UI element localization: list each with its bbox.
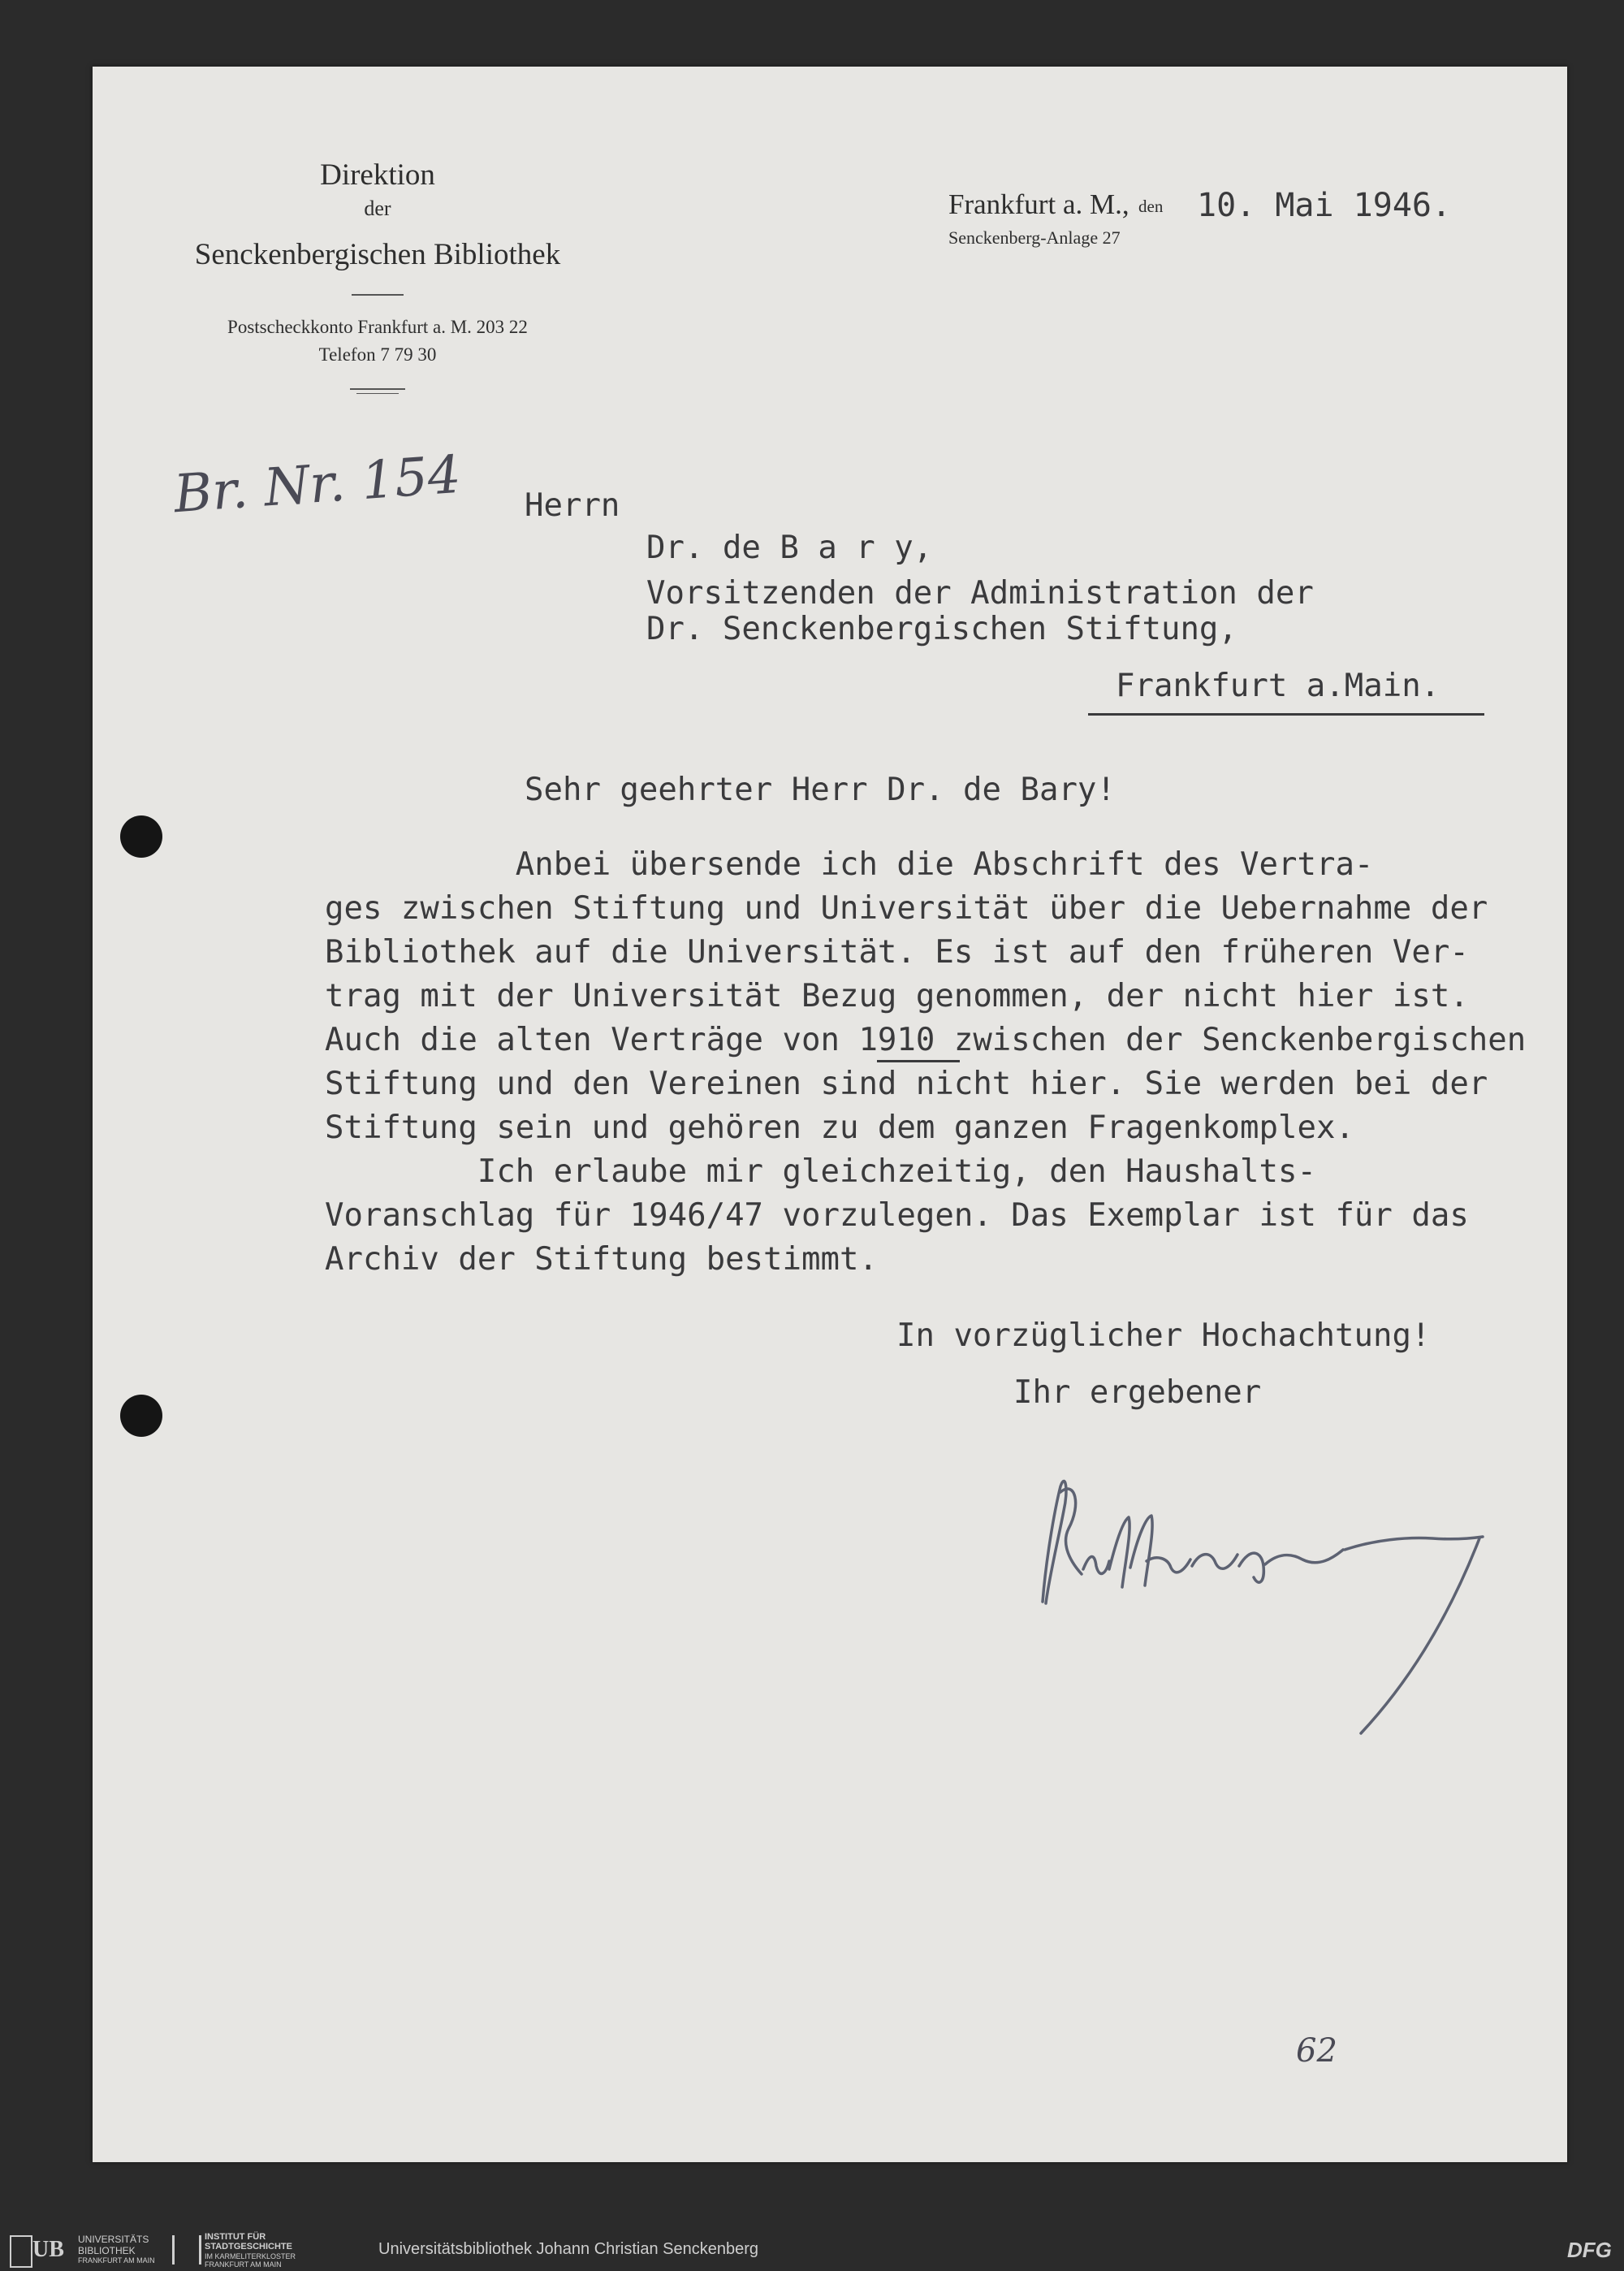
recipient-title-1: Vorsitzenden der Administration der: [646, 575, 1314, 612]
letterhead-direktion: Direktion: [320, 158, 435, 192]
body-line: Stiftung und den Vereinen sind nicht hier. Sie werden bei der: [325, 1066, 1488, 1102]
body-line: trag mit der Universität Bezug genommen, der nicht hier ist.: [325, 978, 1469, 1014]
footer-credit: Universitätsbibliothek Johann Christian Senckenberg: [378, 2240, 759, 2258]
punch-hole: [120, 815, 162, 858]
isg-logo-icon: [172, 2235, 201, 2265]
recipient-city: Frankfurt a.Main.: [1116, 668, 1440, 704]
letterhead-divider: [356, 393, 399, 394]
isg-text-4: FRANKFURT AM MAIN: [205, 2260, 282, 2269]
dfg-logo: DFG: [1567, 2238, 1612, 2262]
recipient-name: Dr. de B a r y,: [646, 530, 933, 566]
letterhead-divider: [352, 294, 404, 296]
body-line: Voranschlag für 1946/47 vorzulegen. Das Exemplar ist für das: [325, 1197, 1469, 1234]
letterhead-divider: [350, 388, 405, 390]
recipient-title-2: Dr. Senckenbergischen Stiftung,: [646, 611, 1237, 647]
body-line: Bibliothek auf die Universität. Es ist auf den früheren Ver-: [325, 934, 1469, 971]
letterhead-postscheck: Postscheckkonto Frankfurt a. M. 203 22: [227, 317, 528, 337]
body-line: Auch die alten Verträge von 1910 zwischen der Senckenbergischen: [325, 1022, 1527, 1058]
ub-logo-text: UB: [32, 2237, 64, 2262]
recipient-city-underline: [1088, 713, 1484, 716]
body-line: Archiv der Stiftung bestimmt.: [325, 1241, 878, 1278]
register-annotation: Br. Nr. 154: [171, 444, 463, 526]
ub-text-1: UNIVERSITÄTS: [78, 2234, 149, 2245]
place-address: Senckenberg-Anlage 27: [948, 227, 1121, 248]
ub-text-3: FRANKFURT AM MAIN: [78, 2256, 155, 2265]
place-den: den: [1138, 197, 1164, 216]
body-line: Stiftung sein und gehören zu dem ganzen Fragenkomplex.: [325, 1110, 1354, 1146]
place-city: Frankfurt a. M.,: [948, 188, 1129, 220]
punch-hole: [120, 1395, 162, 1437]
body-line: ges zwischen Stiftung und Universität über die Uebernahme der: [325, 890, 1488, 927]
recipient-herrn: Herrn: [525, 487, 620, 524]
page-number: 62: [1296, 2032, 1337, 2070]
signature: [1010, 1415, 1514, 1740]
letterhead-institution: Senckenbergischen Bibliothek: [194, 238, 561, 271]
closing: In vorzüglicher Hochachtung!: [896, 1317, 1431, 1354]
letterhead-telefon: Telefon 7 79 30: [318, 344, 437, 365]
letter-page: [93, 67, 1567, 2162]
year-underline: [877, 1060, 960, 1062]
body-line: Anbei übersende ich die Abschrift des Vertra-: [325, 846, 1374, 883]
isg-text-1: INSTITUT FÜR: [205, 2232, 266, 2242]
isg-text-2: STADTGESCHICHTE: [205, 2242, 292, 2252]
letterhead-der: der: [364, 197, 391, 220]
body-line: Ich erlaube mir gleichzeitig, den Haushalts-: [325, 1153, 1316, 1190]
footer-bar: [0, 2229, 1624, 2271]
isg-text-3: IM KARMELITERKLOSTER: [205, 2252, 296, 2260]
ub-logo-icon: [10, 2235, 32, 2268]
ub-text-2: BIBLIOTHEK: [78, 2245, 136, 2256]
greeting: Sehr geehrter Herr Dr. de Bary!: [525, 772, 1116, 808]
closing-2: Ihr ergebener: [1013, 1374, 1262, 1411]
letter-date: 10. Mai 1946.: [1197, 187, 1452, 224]
